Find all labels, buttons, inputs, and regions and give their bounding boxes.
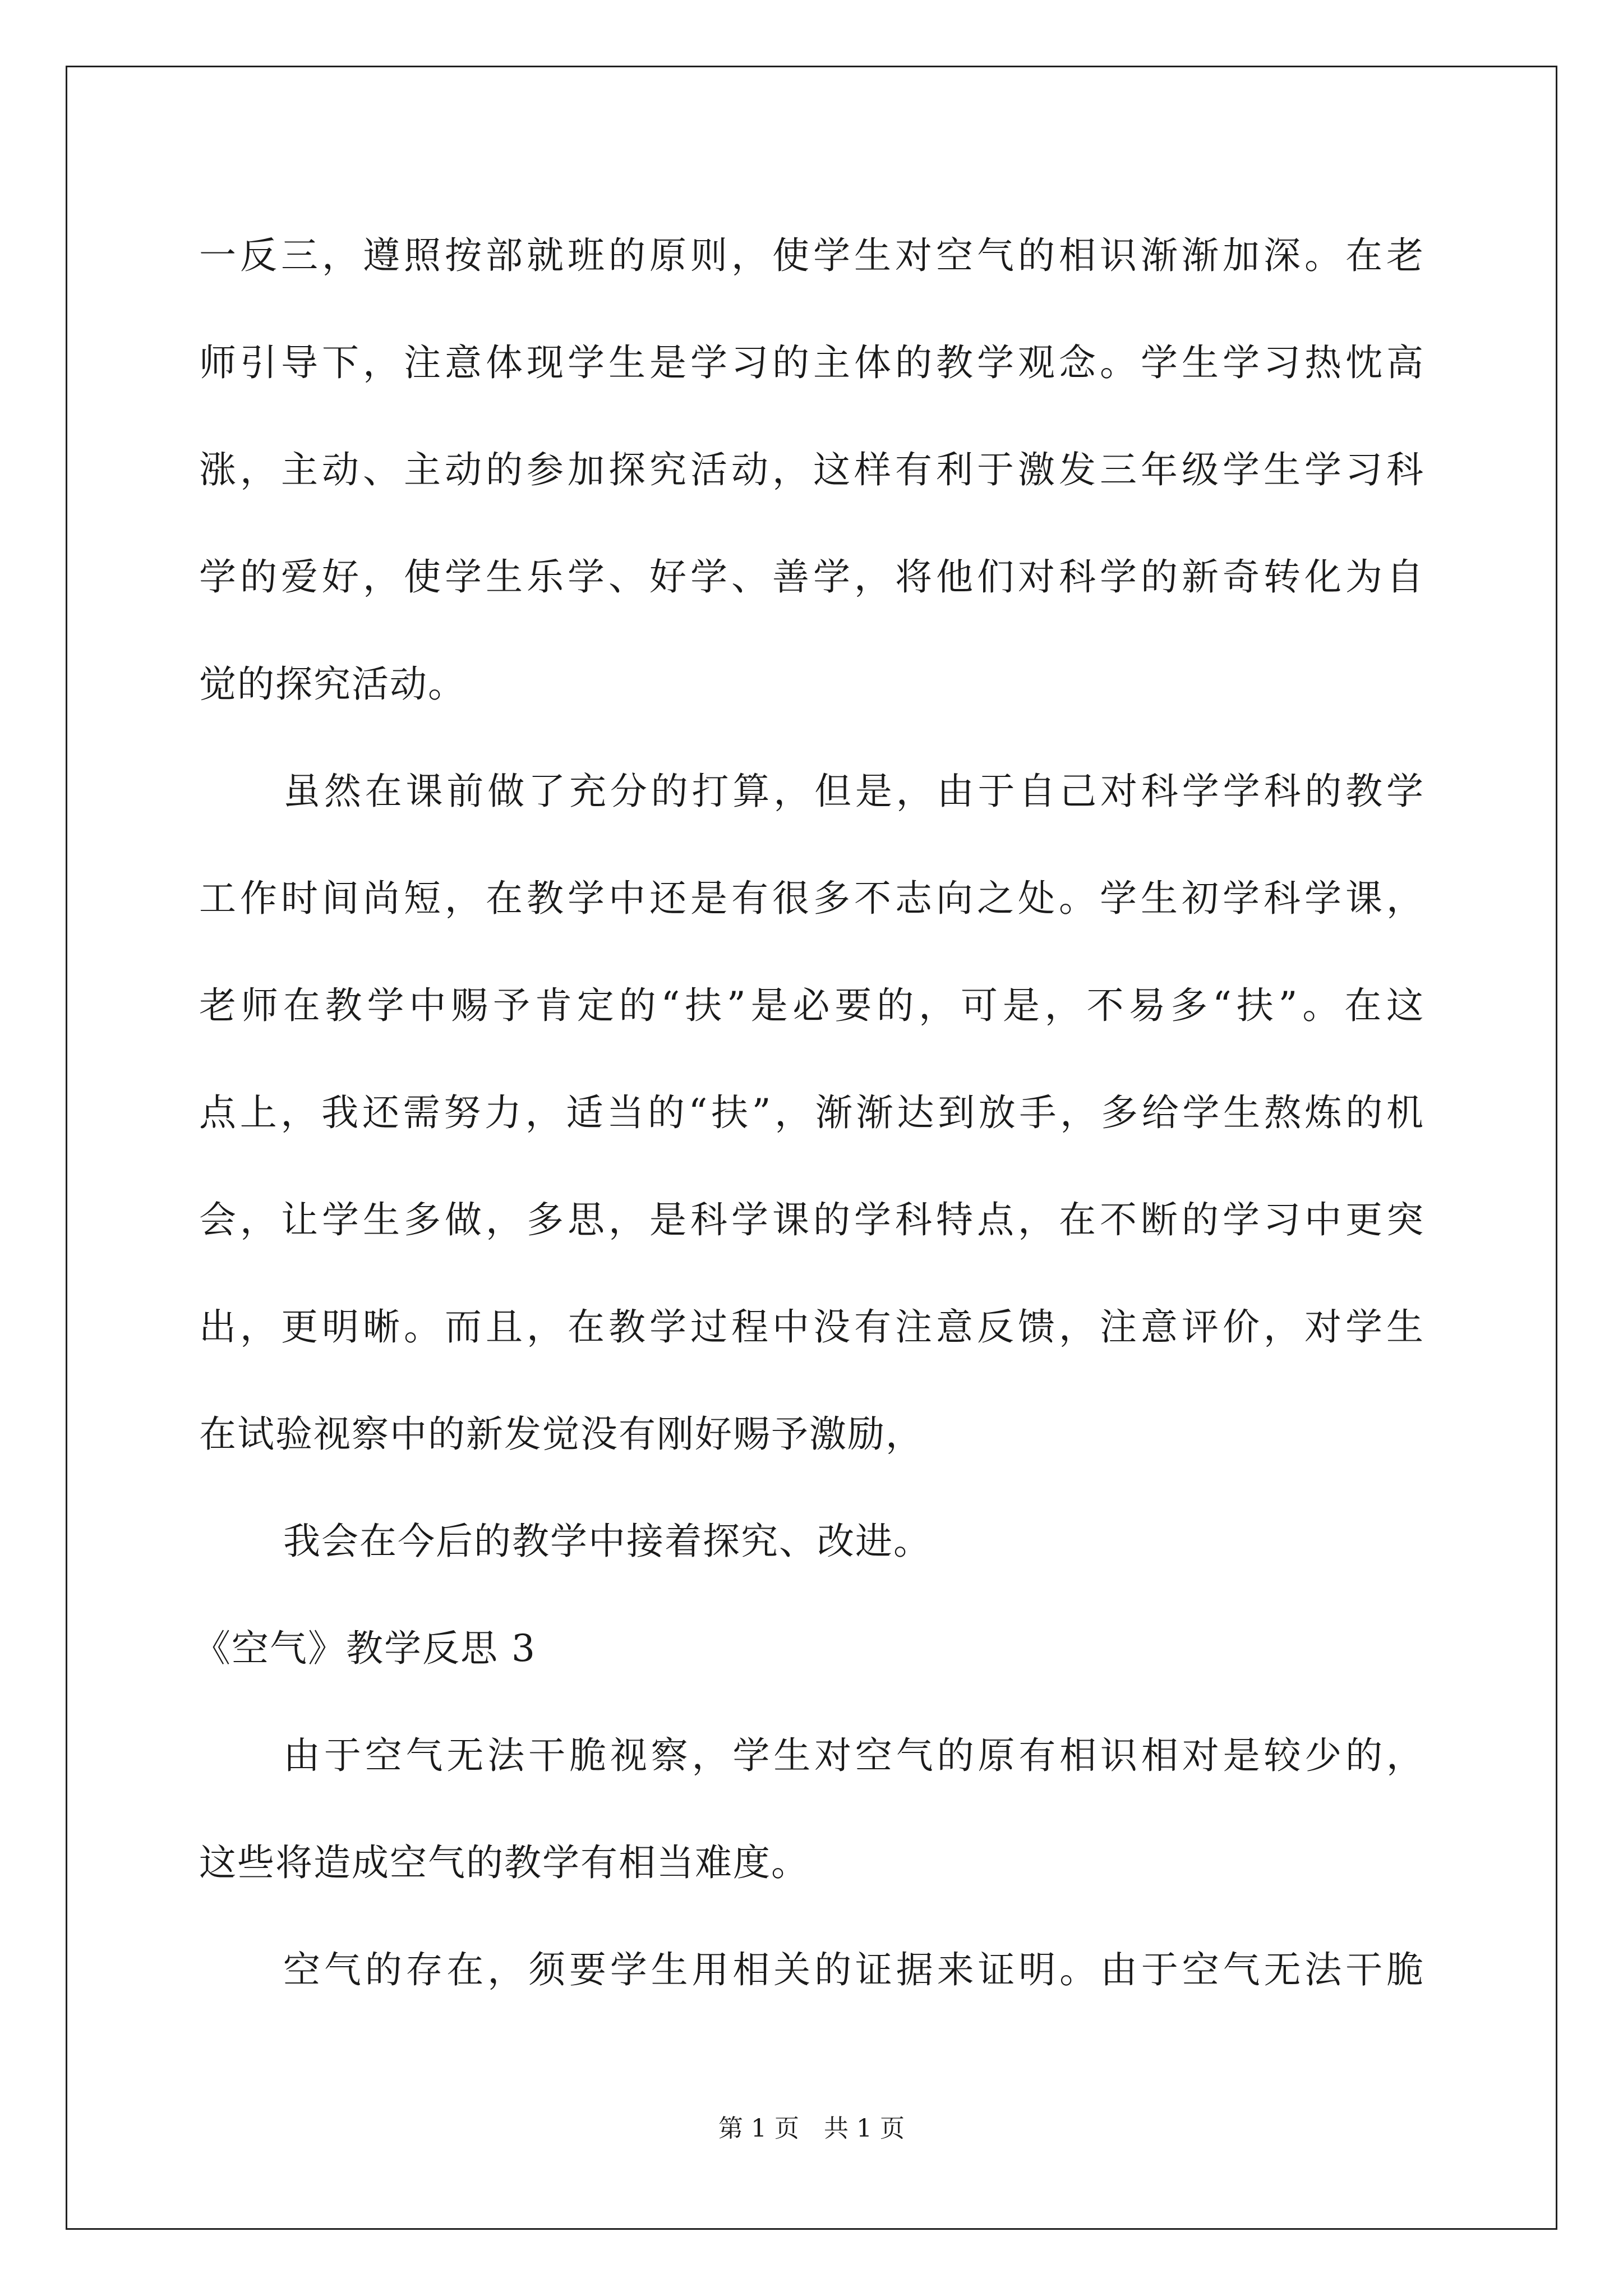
paragraph-line: 一反三，遵照按部就班的原则，使学生对空气的相识渐渐加深。在老 bbox=[199, 234, 1424, 277]
paragraph-line: 空气的存在，须要学生用相关的证据来证明。由于空气无法干脆 bbox=[283, 1948, 1424, 1991]
paragraph-line: 老师在教学中赐予肯定的“扶”是必要的，可是，不易多“扶”。在这 bbox=[199, 984, 1424, 1027]
paragraph-line: 会，让学生多做，多思，是科学课的学科特点，在不断的学习中更突 bbox=[199, 1198, 1424, 1241]
paragraph-line: 在试验视察中的新发觉没有刚好赐予激励， bbox=[199, 1412, 924, 1456]
paragraph-line: 这些将造成空气的教学有相当难度。 bbox=[199, 1841, 809, 1884]
section-heading: 《空气》教学反思 3 bbox=[193, 1627, 536, 1670]
paragraph-line: 工作时间尚短，在教学中还是有很多不志向之处。学生初学科学课， bbox=[199, 877, 1424, 920]
page-footer: 第 1 页 共 1 页 bbox=[718, 2114, 905, 2143]
paragraph-line: 学的爱好，使学生乐学、好学、善学，将他们对科学的新奇转化为自 bbox=[199, 555, 1424, 599]
document-body bbox=[193, 202, 1424, 2023]
paragraph-line: 虽然在课前做了充分的打算，但是，由于自己对科学学科的教学 bbox=[283, 770, 1424, 813]
paragraph-line: 我会在今后的教学中接着探究、改进。 bbox=[283, 1520, 932, 1563]
paragraph-line: 涨，主动、主动的参加探究活动，这样有利于激发三年级学生学习科 bbox=[199, 448, 1424, 491]
paragraph-line: 出，更明晰。而且，在教学过程中没有注意反馈，注意评价，对学生 bbox=[199, 1305, 1424, 1349]
paragraph-line: 师引导下，注意体现学生是学习的主体的教学观念。学生学习热忱高 bbox=[199, 341, 1424, 384]
paragraph-line: 点上，我还需努力，适当的“扶”，渐渐达到放手，多给学生熬炼的机 bbox=[199, 1091, 1424, 1134]
paragraph-line: 觉的探究活动。 bbox=[199, 662, 466, 706]
paragraph-line: 由于空气无法干脆视察，学生对空气的原有相识相对是较少的， bbox=[283, 1734, 1424, 1777]
